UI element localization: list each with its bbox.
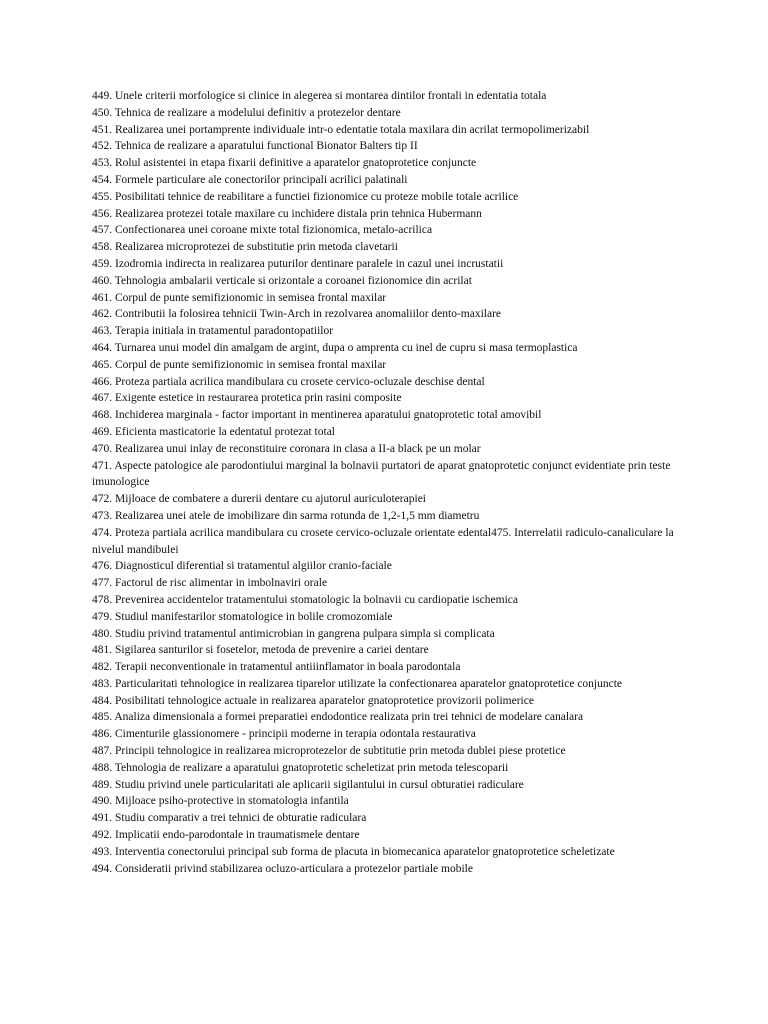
list-item: 471. Aspecte patologice ale parodontiului marginal la bolnavii purtatori de aparat gnatoprotetic conjunct evidentiate prin teste imunologice <box>92 459 671 489</box>
list-item: 485. Analiza dimensionala a formei preparatiei endodontice realizata prin trei tehnici de modelare canalara <box>92 711 584 724</box>
list-item: 479. Studiul manifestarilor stomatologice in bolile cromozomiale <box>92 610 393 623</box>
list-item: 478. Prevenirea accidentelor tratamentului stomatologic la bolnavii cu cardiopatie ischemica <box>92 593 518 606</box>
list-item: 463. Terapia initiala in tratamentul paradontopatiilor <box>92 325 334 338</box>
list-item: 473. Realizarea unei atele de imobilizare din sarma rotunda de 1,2-1,5 mm diametru <box>92 509 480 522</box>
list-item: 465. Corpul de punte semifizionomic in semisea frontal maxilar <box>92 358 387 371</box>
list-item: 492. Implicatii endo-parodontale in traumatismele dentare <box>92 829 360 842</box>
list-item: 484. Posibilitati tehnologice actuale in realizarea aparatelor gnatoprotetice provizorii polimerice <box>92 694 534 707</box>
list-item: 470. Realizarea unui inlay de reconstituire coronara in clasa a II-a black pe un molar <box>92 442 481 455</box>
list-item: 486. Cimenturile glassionomere - principii moderne in terapia odontala restaurativa <box>92 728 476 741</box>
list-item: 452. Tehnica de realizare a aparatului functional Bionator Balters tip II <box>92 140 418 153</box>
list-item: 477. Factorul de risc alimentar in imbolnaviri orale <box>92 577 328 590</box>
list-item: 474. Proteza partiala acrilica mandibulara cu crosete cervico-ocluzale orientate edental475. Interrelatii radiculo-canaliculare la nivelul mandibulei <box>92 526 674 556</box>
list-item: 464. Turnarea unui model din amalgam de argint, dupa o amprenta cu inel de cupru si masa termoplastica <box>92 341 578 354</box>
list-item: 460. Tehnologia ambalarii verticale si orizontale a coroanei fizionomice din acrilat <box>92 274 472 287</box>
list-item: 466. Proteza partiala acrilica mandibulara cu crosete cervico-ocluzale deschise dental <box>92 375 485 388</box>
list-item: 454. Formele particulare ale conectorilor principali acrilici palatinali <box>92 173 408 186</box>
topic-list <box>92 88 680 877</box>
list-item: 472. Mijloace de combatere a durerii dentare cu ajutorul auriculoterapiei <box>92 493 426 506</box>
list-item: 450. Tehnica de realizare a modelului definitiv a protezelor dentare <box>92 106 401 119</box>
list-item: 468. Inchiderea marginala - factor important in mentinerea aparatului gnatoprotetic total amovibil <box>92 409 542 422</box>
list-item: 449. Unele criterii morfologice si clinice in alegerea si montarea dintilor frontali in edentatia totala <box>92 90 547 102</box>
list-item: 476. Diagnosticul diferential si tratamentul algiilor cranio-faciale <box>92 560 392 573</box>
list-item: 494. Consideratii privind stabilizarea ocluzo-articulara a protezelor partiale mobile <box>92 862 473 875</box>
list-item: 481. Sigilarea santurilor si fosetelor, metoda de prevenire a cariei dentare <box>92 644 429 657</box>
list-item: 467. Exigente estetice in restaurarea protetica prin rasini composite <box>92 392 402 405</box>
list-item: 489. Studiu privind unele particularitati ale aplicarii sigilantului in cursul obturatiei radiculare <box>92 778 524 791</box>
list-item: 457. Confectionarea unei coroane mixte total fizionomica, metalo-acrilica <box>92 224 433 237</box>
list-item: 461. Corpul de punte semifizionomic in semisea frontal maxilar <box>92 291 387 304</box>
list-item: 482. Terapii neconventionale in tratamentul antiiinflamator in boala parodontala <box>92 661 461 674</box>
list-item: 487. Principii tehnologice in realizarea microprotezelor de subtitutie prin metoda dublei piese protetice <box>92 745 566 758</box>
list-item: 451. Realizarea unei portamprente individuale intr-o edentatie totala maxilara din acrilat termopolimerizabil <box>92 123 590 136</box>
list-item: 469. Eficienta masticatorie la edentatul protezat total <box>92 425 335 438</box>
list-item: 458. Realizarea microprotezei de substitutie prin metoda clavetarii <box>92 241 398 254</box>
list-item: 453. Rolul asistentei in etapa fixarii definitive a aparatelor gnatoprotetice conjuncte <box>92 157 477 170</box>
list-item: 456. Realizarea protezei totale maxilare cu inchidere distala prin tehnica Hubermann <box>92 207 482 220</box>
list-item: 480. Studiu privind tratamentul antimicrobian in gangrena pulpara simpla si complicata <box>92 627 495 640</box>
list-item: 488. Tehnologia de realizare a aparatului gnatoprotetic scheletizat prin metoda telescoparii <box>92 761 509 774</box>
list-item: 462. Contributii la folosirea tehnicii Twin-Arch in rezolvarea anomaliilor dento-maxilare <box>92 308 502 321</box>
list-item: 490. Mijloace psiho-protective in stomatologia infantila <box>92 795 349 808</box>
list-item: 455. Posibilitati tehnice de reabilitare a functiei fizionomice cu proteze mobile totale acrilice <box>92 190 519 203</box>
list-item: 483. Particularitati tehnologice in realizarea tiparelor utilizate la confectionarea aparatelor gnatoprotetice conjuncte <box>92 677 623 690</box>
list-item: 491. Studiu comparativ a trei tehnici de obturatie radiculara <box>92 812 367 825</box>
list-item: 493. Interventia conectorului principal sub forma de placuta in biomecanica aparatelor gnatoprotetice scheletizate <box>92 845 615 858</box>
list-item: 459. Izodromia indirecta in realizarea puturilor dentinare paralele in cazul unei incrustatii <box>92 257 504 270</box>
